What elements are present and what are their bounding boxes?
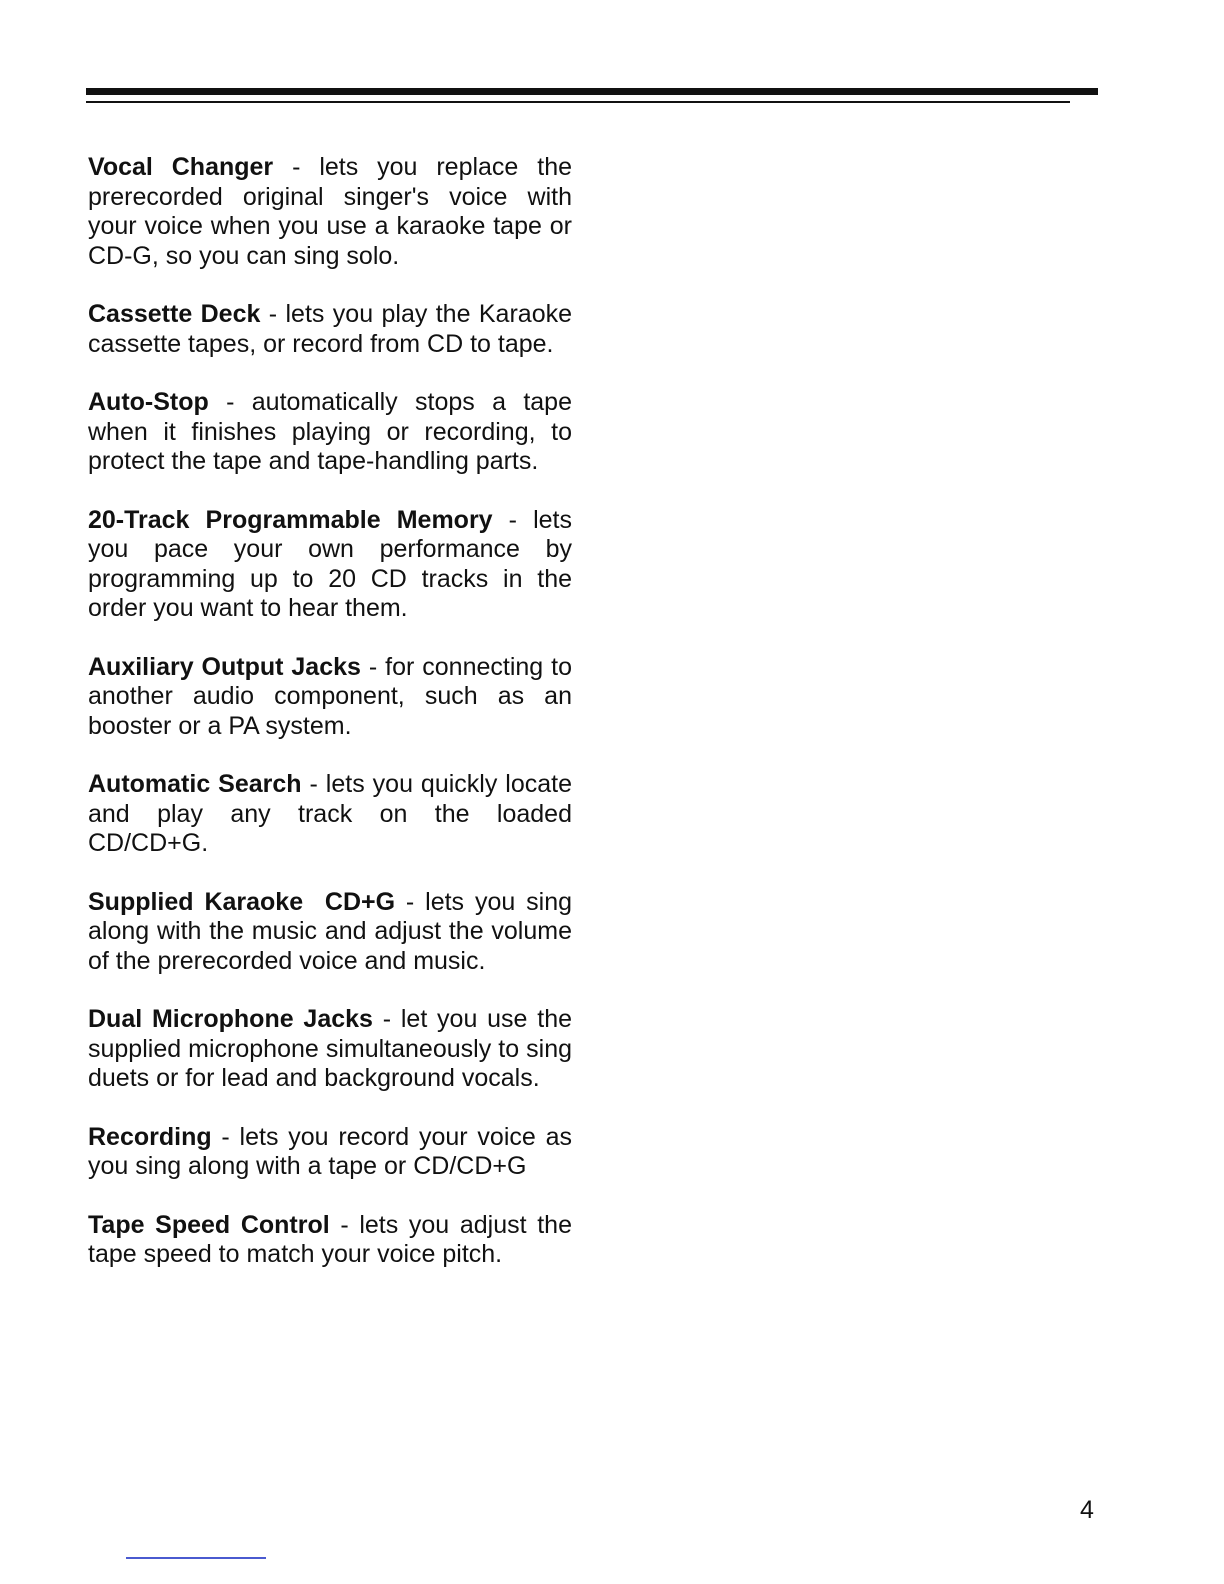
feature-name: 20-Track Programmable Memory (88, 505, 493, 534)
feature-name: Vocal Changer (88, 153, 274, 181)
feature-description: - lets you replace the prerecorded original singer's voice with your voice when you use a karaoke tape or CD-G, so you can sing solo. (88, 153, 573, 270)
feature-name: Automatic Search (88, 770, 302, 798)
feature-item (88, 388, 572, 477)
feature-list (88, 153, 572, 1299)
footer-underline (126, 1557, 266, 1559)
feature-item (88, 1005, 572, 1094)
feature-item (88, 300, 572, 359)
page-number: 4 (1080, 1496, 1094, 1524)
feature-description: - lets you pace your own performance by programming up to 20 CD tracks in the order you want to hear them. (88, 505, 572, 622)
feature-name: Cassette Deck (88, 300, 261, 328)
feature-name: Supplied Karaoke CD+G (88, 887, 396, 916)
feature-name: Auxiliary Output Jacks (88, 652, 361, 681)
feature-description: - let you use the supplied microphone simultaneously to sing duets or for lead and background vocals. (88, 1005, 573, 1092)
feature-description: - lets you adjust the tape speed to match your voice pitch. (88, 1210, 572, 1268)
feature-item (88, 153, 572, 271)
feature-item (88, 888, 572, 977)
feature-name: Tape Speed Control (88, 1210, 330, 1239)
feature-description: - automatically stops a tape when it finishes playing or recording, to protect the tape and tape-handling parts. (88, 388, 572, 475)
feature-item (88, 506, 572, 624)
feature-description: - lets you play the Karaoke cassette tapes, or record from CD to tape. (88, 300, 572, 358)
feature-name: Dual Microphone Jacks (88, 1005, 373, 1033)
feature-description: - lets you sing along with the music and adjust the volume of the prerecorded voice and music. (88, 887, 572, 975)
feature-description: - lets you quickly locate and play any track on the loaded CD/CD+G. (88, 770, 572, 857)
header-rule-thin (86, 101, 1070, 103)
header-rule-thick (86, 88, 1098, 95)
feature-item (88, 770, 572, 859)
feature-item (88, 1123, 572, 1182)
feature-description: - for connecting to another audio component, such as an booster or a PA system. (88, 652, 572, 740)
feature-description: - lets you record your voice as you sing along with a tape or CD/CD+G (88, 1122, 572, 1180)
feature-name: Recording (88, 1122, 212, 1151)
feature-name: Auto-Stop (88, 388, 209, 416)
feature-item (88, 1211, 572, 1270)
feature-item (88, 653, 572, 742)
